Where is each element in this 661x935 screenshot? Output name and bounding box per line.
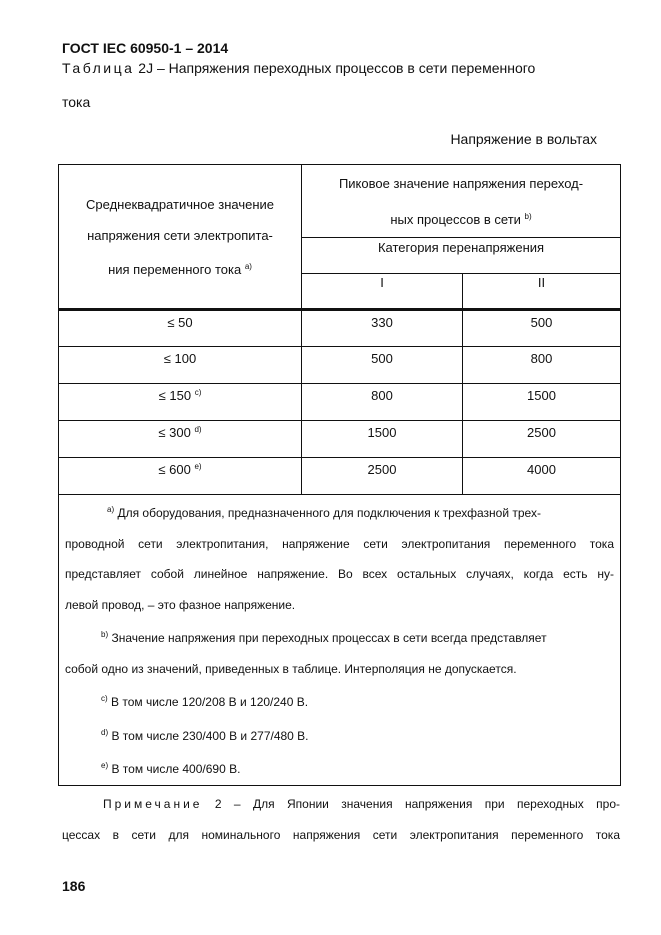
rms-cell xyxy=(59,310,302,347)
footnote-b-line-2: собой одно из значений, приведенных в таблице. Интерполяция не допускается. xyxy=(65,661,517,676)
rms-footnote-ref: d) xyxy=(194,425,202,434)
cat-II-cell: 4000 xyxy=(463,458,621,495)
cat-II-cell: 800 xyxy=(463,347,621,384)
footnote-c xyxy=(65,684,614,718)
footnote-a-marker: a) xyxy=(107,505,115,514)
page-number: 186 xyxy=(62,878,86,894)
header-rms-line-3 xyxy=(59,251,301,285)
table-caption-text: 2J – Напряжения переходных процессов в сети переменного xyxy=(134,60,536,76)
rms-footnote-ref: c) xyxy=(194,388,202,397)
footnote-e xyxy=(65,751,614,785)
rms-value: ≤ 100 xyxy=(163,351,197,366)
footnote-a-line-3: представляет собой линейное напряжение. Во всех остальных случаях, когда есть ну- xyxy=(65,567,614,581)
rms-value: ≤ 50 xyxy=(167,315,193,330)
table-caption-continuation: тока xyxy=(62,94,91,110)
header-rms-line-2: напряжения сети электропита- xyxy=(87,227,273,243)
table-row xyxy=(59,458,621,495)
rms-value: ≤ 600 xyxy=(158,462,191,477)
note-word: Примечание xyxy=(103,797,203,811)
header-category-II: II xyxy=(463,274,621,310)
header-rms-voltage xyxy=(59,165,302,310)
cat-II-cell: 1500 xyxy=(463,384,621,421)
footnote-c-text: В том числе 120/208 В и 120/240 В. xyxy=(107,695,309,709)
rms-footnote-ref: e) xyxy=(194,462,202,471)
rms-cell xyxy=(59,347,302,384)
header-peak-line-2 xyxy=(302,200,620,236)
footnote-a-line-1 xyxy=(65,495,614,529)
footnote-a-text-1: Для оборудования, предназначенного для подключения к трехфазной трех- xyxy=(114,506,541,520)
rms-cell xyxy=(59,458,302,495)
footnote-d-text: В том числе 230/400 В и 277/480 В. xyxy=(108,728,309,743)
header-rms-line-3-text: ния переменного тока xyxy=(108,261,242,277)
footnote-d-marker: d) xyxy=(101,727,109,737)
cat-II-cell: 500 xyxy=(463,310,621,347)
header-overvoltage-category: Категория перенапряжения xyxy=(302,238,621,274)
note-2-line-2: цессах в сети для номинального напряжения сети электропитания переменного тока xyxy=(62,828,620,842)
rms-cell xyxy=(59,384,302,421)
header-category-I: I xyxy=(302,274,463,310)
header-peak-line-2-text: ных процессов в сети xyxy=(390,211,521,227)
table-row xyxy=(59,310,621,347)
standard-title: ГОСТ IEC 60950-1 – 2014 xyxy=(62,40,229,56)
footnote-a-line-2: проводной сети электропитания, напряжение сети электропитания переменного тока xyxy=(65,536,614,551)
header-peak-voltage xyxy=(302,165,621,238)
cat-I-cell: 330 xyxy=(302,310,463,347)
note-2-line-1 xyxy=(103,797,620,811)
cat-I-cell: 2500 xyxy=(302,458,463,495)
note-2-text: 2 – Для Японии значения напряжения при переходных про- xyxy=(202,797,620,811)
footnote-b-marker: b) xyxy=(101,630,109,639)
units-label: Напряжение в вольтах xyxy=(450,131,597,147)
footnote-b-line-1 xyxy=(65,620,614,654)
footnote-b-text-1: Значение напряжения при переходных процессах в сети всегда представляет xyxy=(108,631,547,645)
header-rms-line-1: Среднеквадратичное значение xyxy=(86,196,274,212)
table-caption xyxy=(62,60,535,76)
footnote-e-text: В том числе 400/690 В. xyxy=(108,762,241,776)
rms-cell xyxy=(59,421,302,458)
header-peak-footnote-ref: b) xyxy=(524,211,532,221)
rms-value: ≤ 300 xyxy=(158,425,191,440)
table-footnotes xyxy=(59,495,621,786)
voltage-table xyxy=(58,164,621,786)
cat-I-cell: 500 xyxy=(302,347,463,384)
footnote-d xyxy=(65,718,614,752)
header-peak-line-1: Пиковое значение напряжения переход- xyxy=(338,175,584,191)
table-row xyxy=(59,347,621,384)
header-rms-footnote-ref: a) xyxy=(244,261,252,271)
cat-I-cell: 1500 xyxy=(302,421,463,458)
table-row xyxy=(59,384,621,421)
table-caption-word: Таблица xyxy=(62,60,135,76)
cat-II-cell: 2500 xyxy=(463,421,621,458)
footnote-c-marker: c) xyxy=(101,694,108,703)
footnote-e-marker: e) xyxy=(101,761,109,770)
footnote-a-line-4: левой провод, – это фазное напряжение. xyxy=(65,597,296,612)
table-row xyxy=(59,421,621,458)
rms-value: ≤ 150 xyxy=(158,388,192,403)
cat-I-cell: 800 xyxy=(302,384,463,421)
